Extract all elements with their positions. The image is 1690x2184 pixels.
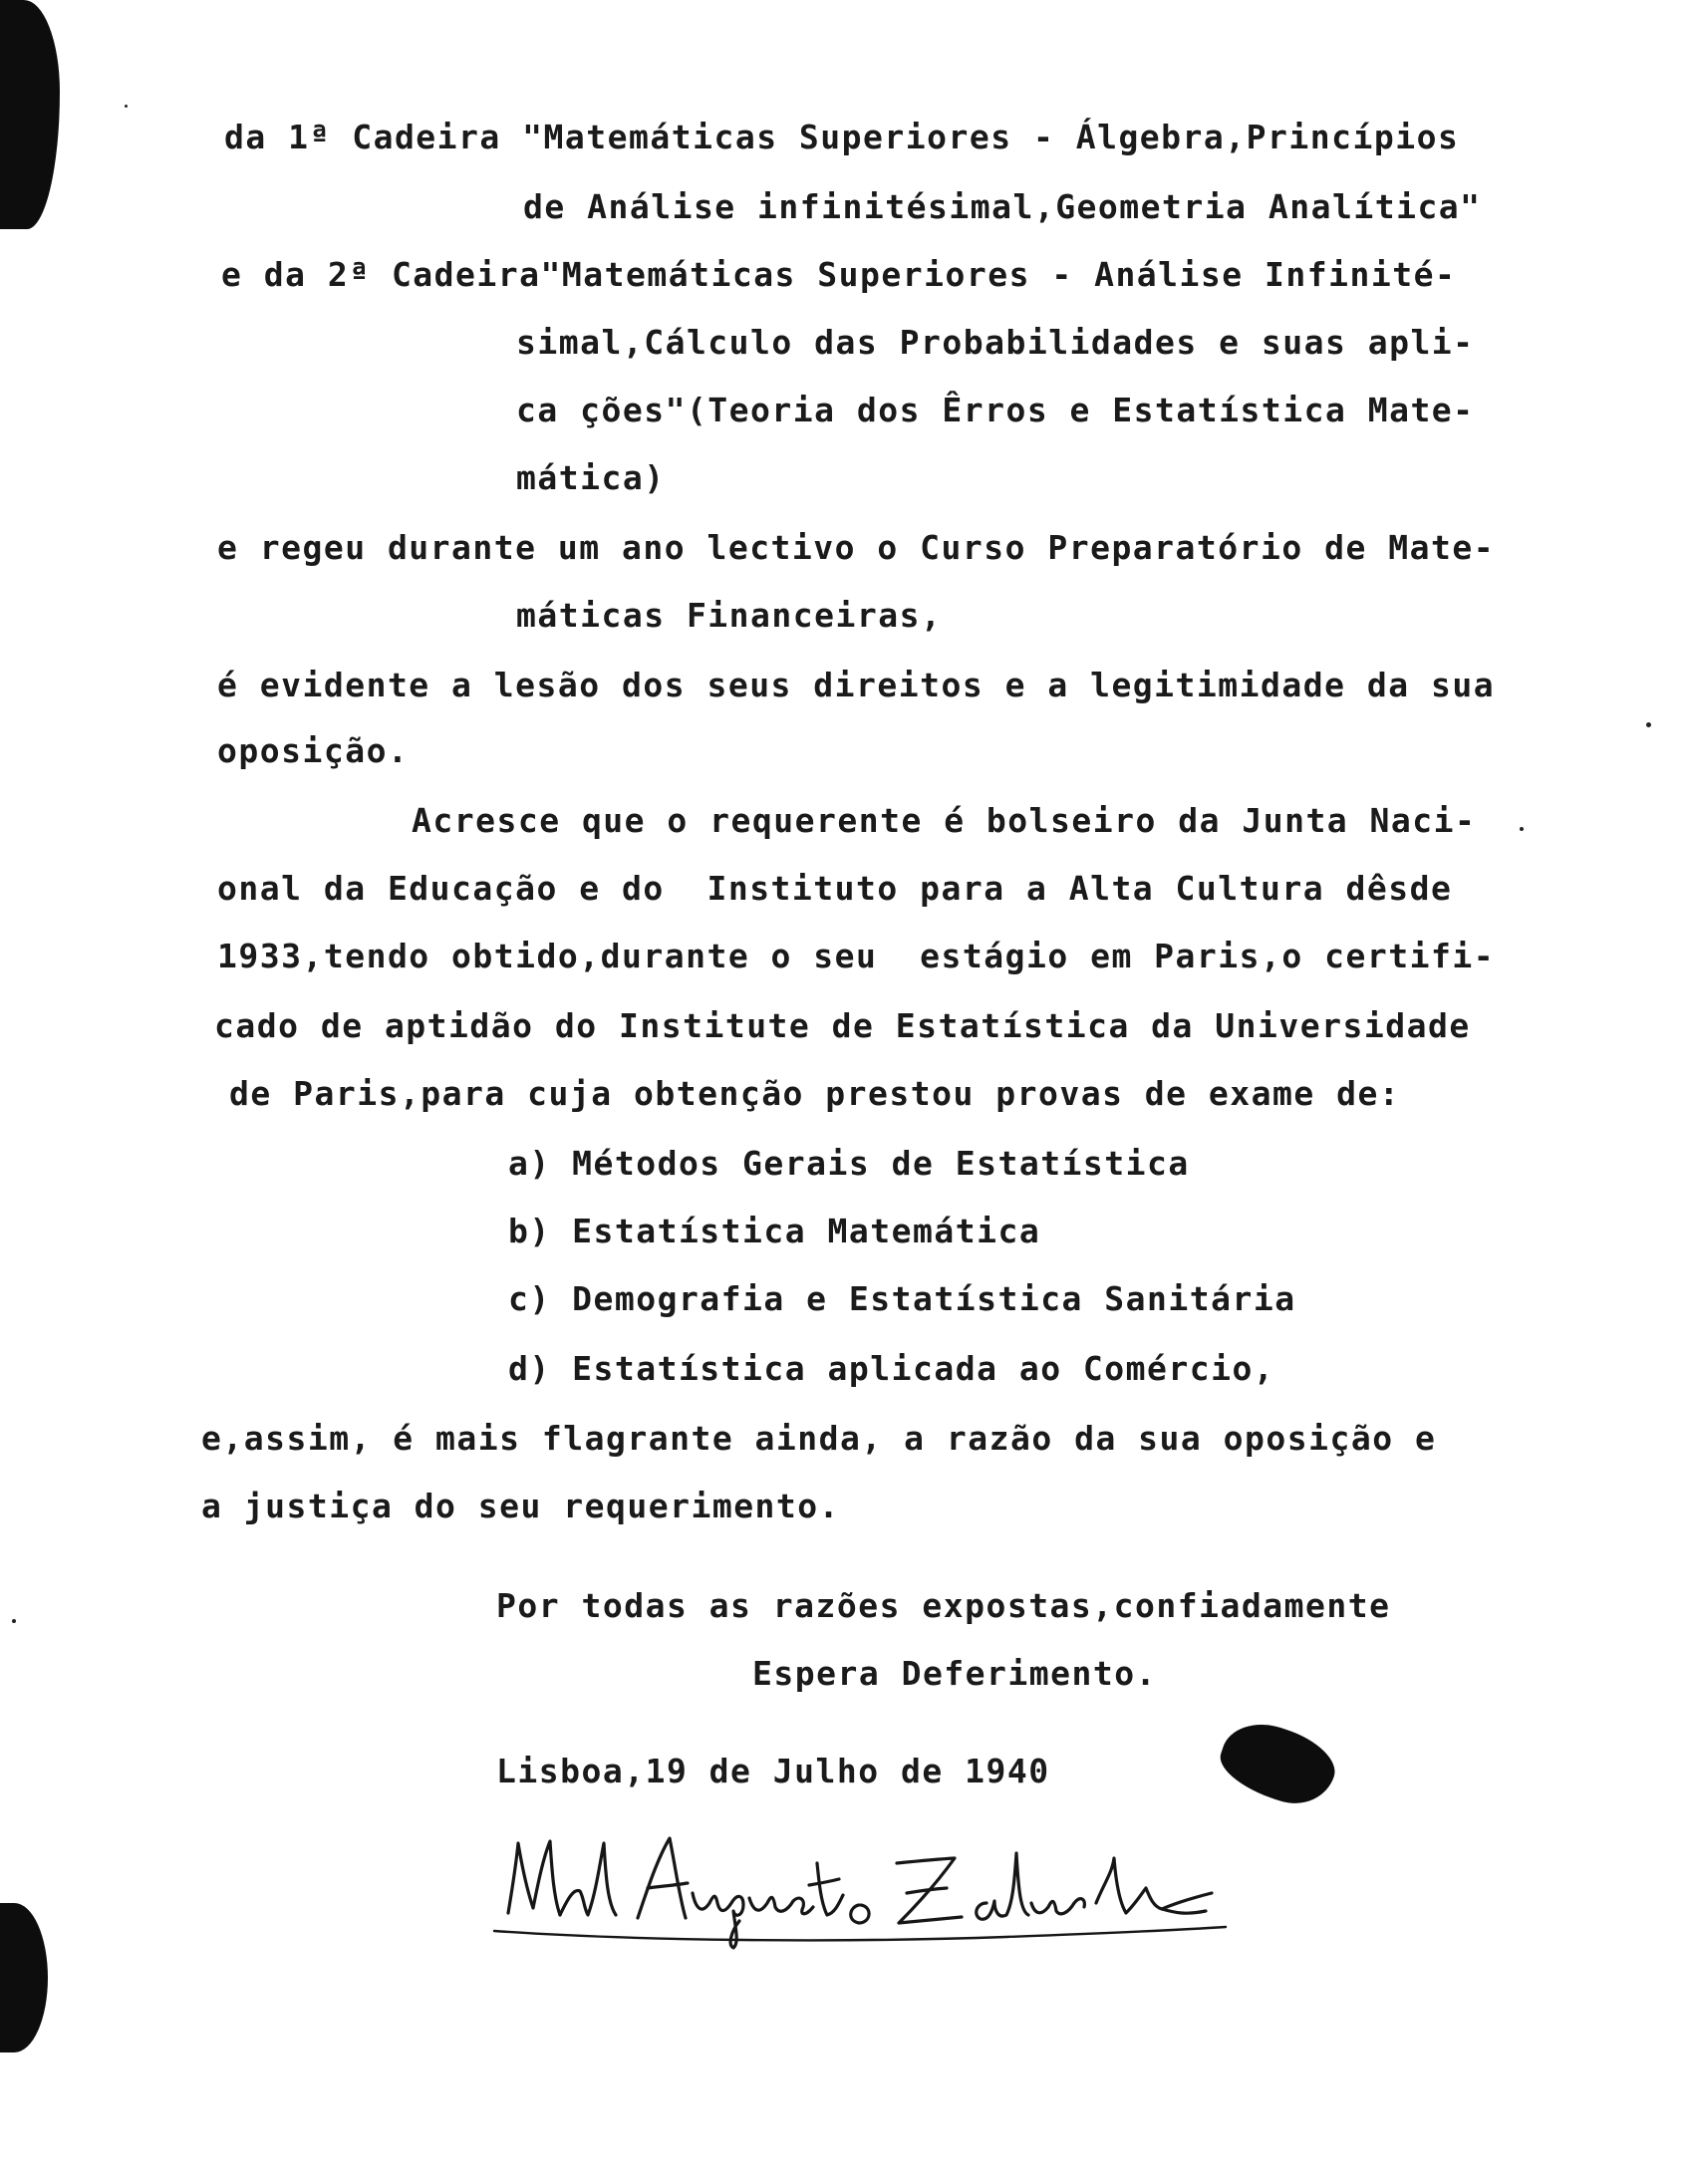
closing-line: Espera Deferimento. — [752, 1654, 1157, 1693]
text-line: e,assim, é mais flagrante ainda, a razão da sua oposição e — [201, 1419, 1437, 1458]
text-line: de Análise infinitésimal,Geometria Analítica" — [523, 187, 1482, 226]
text-line: oposição. — [217, 731, 410, 770]
list-item: b) Estatística Matemática — [508, 1212, 1041, 1250]
text-line: onal da Educação e do Instituto para a Alta Cultura dêsde — [217, 869, 1453, 908]
text-line: e da 2ª Cadeira"Matemáticas Superiores - Análise Infinité- — [221, 255, 1457, 294]
text-line: de Paris,para cuja obtenção prestou provas de exame de: — [229, 1074, 1401, 1113]
text-line: simal,Cálculo das Probabilidades e suas apli- — [516, 323, 1475, 362]
speck — [125, 105, 128, 108]
ink-blot — [1213, 1713, 1343, 1814]
list-item: d) Estatística aplicada ao Comércio, — [508, 1349, 1275, 1388]
scan-blot-top-left — [0, 0, 60, 229]
date-line: Lisboa,19 de Julho de 1940 — [496, 1752, 1050, 1790]
list-item: a) Métodos Gerais de Estatística — [508, 1144, 1190, 1183]
text-line: ca ções"(Teoria dos Êrros e Estatística Mate- — [516, 391, 1475, 429]
closing-line: Por todas as razões expostas,confiadamente — [496, 1586, 1391, 1625]
text-line: da 1ª Cadeira "Matemáticas Superiores - Álgebra,Princípios — [224, 118, 1460, 156]
speck — [1520, 827, 1524, 831]
text-line: cado de aptidão do Institute de Estatística da Universidade — [214, 1006, 1471, 1045]
handwritten-signature — [488, 1803, 1246, 1953]
speck — [12, 1619, 16, 1623]
text-line: máticas Financeiras, — [516, 596, 943, 635]
text-line: 1933,tendo obtido,durante o seu estágio em Paris,o certifi- — [217, 937, 1496, 975]
list-item: c) Demografia e Estatística Sanitária — [508, 1279, 1296, 1318]
scan-blot-bottom-left — [0, 1903, 48, 2052]
text-line: é evidente a lesão dos seus direitos e a legitimidade da sua — [217, 666, 1496, 704]
text-line: mática) — [516, 458, 666, 497]
text-line: Acresce que o requerente é bolseiro da Junta Naci- — [412, 801, 1477, 840]
text-line: e regeu durante um ano lectivo o Curso Preparatório de Mate- — [217, 528, 1496, 567]
text-line: a justiça do seu requerimento. — [201, 1487, 841, 1525]
speck — [1646, 722, 1651, 727]
